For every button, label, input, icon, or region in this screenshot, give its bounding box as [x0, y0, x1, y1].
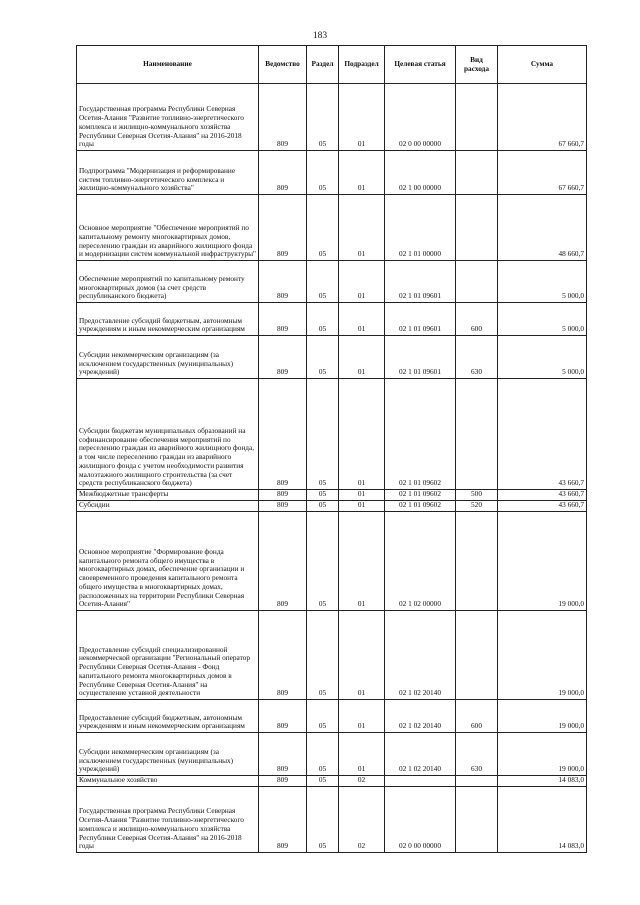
row-expense-type	[456, 151, 498, 195]
row-expense-type	[456, 512, 498, 611]
row-name: Субсидии некоммерческим организациям (за исключением государственных (муниципальных) учреждений)	[77, 733, 259, 776]
row-amount: 43 660,7	[498, 379, 587, 490]
row-department: 809	[259, 611, 307, 700]
row-expense-type	[456, 787, 498, 853]
row-target-article: 02 0 00 00000	[385, 84, 456, 151]
row-section: 05	[307, 303, 339, 336]
row-department: 809	[259, 303, 307, 336]
header-department: Ведомство	[259, 46, 307, 84]
row-target-article: 02 0 00 00000	[385, 787, 456, 853]
row-amount: 19 000,0	[498, 512, 587, 611]
row-section: 05	[307, 700, 339, 733]
row-expense-type: 600	[456, 303, 498, 336]
row-section: 05	[307, 787, 339, 853]
row-name: Предоставление субсидий специализированной некоммерческой организации "Региональный оператор Республики Северная Осетия-Алания - Фонд капитального ремонта многоквартирных домов в Республике Северная Осетия-Алания" на осуществление уставной деятельности	[77, 611, 259, 700]
row-expense-type: 520	[456, 501, 498, 512]
row-amount: 67 660,7	[498, 84, 587, 151]
row-target-article: 02 1 01 09601	[385, 336, 456, 379]
row-target-article: 02 1 01 09602	[385, 379, 456, 490]
row-section: 05	[307, 379, 339, 490]
row-name: Государственная программа Республики Северная Осетия-Алания "Развитие топливно-энергетического комплекса и жилищно-коммунального хозяйства Республики Северная Осетия-Алания" на 2016-2018 годы	[77, 84, 259, 151]
row-name: Субсидии	[77, 501, 259, 512]
row-expense-type	[456, 379, 498, 490]
row-subsection: 01	[339, 733, 385, 776]
table-row	[77, 611, 587, 700]
table-row	[77, 776, 587, 787]
row-expense-type: 500	[456, 490, 498, 501]
row-amount: 19 000,0	[498, 733, 587, 776]
row-section: 05	[307, 733, 339, 776]
row-target-article: 02 1 00 00000	[385, 151, 456, 195]
row-amount: 5 000,0	[498, 336, 587, 379]
row-department: 809	[259, 700, 307, 733]
row-section: 05	[307, 611, 339, 700]
row-department: 809	[259, 512, 307, 611]
row-amount: 19 000,0	[498, 700, 587, 733]
row-subsection: 01	[339, 611, 385, 700]
row-subsection: 01	[339, 490, 385, 501]
row-target-article: 02 1 02 20140	[385, 733, 456, 776]
row-department: 809	[259, 787, 307, 853]
row-subsection: 01	[339, 379, 385, 490]
row-section: 05	[307, 776, 339, 787]
table-row	[77, 379, 587, 490]
row-name: Предоставление субсидий бюджетным, автономным учреждениям и иным некоммерческим организациям	[77, 303, 259, 336]
row-subsection: 01	[339, 84, 385, 151]
table-row	[77, 261, 587, 303]
table-row	[77, 195, 587, 261]
row-subsection: 01	[339, 336, 385, 379]
row-expense-type: 600	[456, 700, 498, 733]
row-subsection: 02	[339, 787, 385, 853]
row-amount: 19 000,0	[498, 611, 587, 700]
row-name: Основное мероприятие "Формирование фонда капитального ремонта общего имущества в многоквартирных домах, обеспечение организации и своевременного проведения капитального ремонта общего имущества в многоквартирных домах, расположенных на территории Республики Северная Осетия-Алания"	[77, 512, 259, 611]
row-section: 05	[307, 512, 339, 611]
row-amount: 14 083,0	[498, 787, 587, 853]
budget-table	[76, 45, 587, 853]
row-section: 05	[307, 261, 339, 303]
row-target-article: 02 1 02 20140	[385, 700, 456, 733]
row-target-article: 02 1 01 00000	[385, 195, 456, 261]
row-subsection: 01	[339, 261, 385, 303]
row-subsection: 01	[339, 303, 385, 336]
row-subsection: 01	[339, 700, 385, 733]
row-department: 809	[259, 490, 307, 501]
row-section: 05	[307, 336, 339, 379]
header-expense-type: Вид расхода	[456, 46, 498, 84]
row-section: 05	[307, 195, 339, 261]
row-department: 809	[259, 336, 307, 379]
row-subsection: 01	[339, 151, 385, 195]
row-department: 809	[259, 733, 307, 776]
row-amount: 67 660,7	[498, 151, 587, 195]
table-row	[77, 84, 587, 151]
table-row	[77, 303, 587, 336]
row-target-article: 02 1 01 09602	[385, 490, 456, 501]
row-target-article: 02 1 01 09601	[385, 261, 456, 303]
header-subsection: Подраздел	[339, 46, 385, 84]
row-subsection: 01	[339, 512, 385, 611]
row-name: Субсидии бюджетам муниципальных образований на софинансирование обеспечения мероприятий по переселению граждан из аварийного жилищного фонда, в том числе переселению граждан из аварийного жилищного фонда с учетом необходимости развития малоэтажного жилищного строительства (за счет средств республиканского бюджета)	[77, 379, 259, 490]
table-row	[77, 512, 587, 611]
row-expense-type	[456, 611, 498, 700]
row-name: Предоставление субсидий бюджетным, автономным учреждениям и иным некоммерческим организациям	[77, 700, 259, 733]
table-row	[77, 787, 587, 853]
row-subsection: 02	[339, 776, 385, 787]
row-target-article	[385, 776, 456, 787]
header-amount: Сумма	[498, 46, 587, 84]
row-name: Межбюджетные трансферты	[77, 490, 259, 501]
row-target-article: 02 1 02 20140	[385, 611, 456, 700]
row-expense-type	[456, 261, 498, 303]
header-name: Наименование	[77, 46, 259, 84]
row-target-article: 02 1 02 00000	[385, 512, 456, 611]
row-name: Основное мероприятие "Обеспечение мероприятий по капитальному ремонту многоквартирных домов, переселению граждан из аварийного жилищного фонда и модернизации систем коммунальной инфраструктуры"	[77, 195, 259, 261]
row-target-article: 02 1 01 09601	[385, 303, 456, 336]
row-target-article: 02 1 01 09602	[385, 501, 456, 512]
row-name: Обеспечение мероприятий по капитальному ремонту многоквартирных домов (за счет средств республиканского бюджета)	[77, 261, 259, 303]
row-section: 05	[307, 84, 339, 151]
row-amount: 5 000,0	[498, 303, 587, 336]
row-department: 809	[259, 261, 307, 303]
table-row	[77, 733, 587, 776]
row-amount: 14 083,0	[498, 776, 587, 787]
table-row	[77, 700, 587, 733]
header-target-article: Целевая статья	[385, 46, 456, 84]
row-name: Подпрограмма "Модернизация и реформирование систем топливно-энергетического комплекса и жилищно-коммунального хозяйства"	[77, 151, 259, 195]
header-section: Раздел	[307, 46, 339, 84]
row-department: 809	[259, 379, 307, 490]
row-department: 809	[259, 776, 307, 787]
row-subsection: 01	[339, 501, 385, 512]
row-amount: 43 660,7	[498, 501, 587, 512]
row-expense-type	[456, 776, 498, 787]
row-amount: 5 000,0	[498, 261, 587, 303]
row-amount: 43 660,7	[498, 490, 587, 501]
header-row	[77, 46, 587, 84]
row-department: 809	[259, 195, 307, 261]
row-section: 05	[307, 501, 339, 512]
table-row	[77, 151, 587, 195]
row-department: 809	[259, 501, 307, 512]
row-section: 05	[307, 490, 339, 501]
table-row	[77, 501, 587, 512]
row-section: 05	[307, 151, 339, 195]
page-number: 183	[312, 31, 328, 41]
row-expense-type	[456, 84, 498, 151]
row-expense-type: 630	[456, 336, 498, 379]
table-row	[77, 336, 587, 379]
row-expense-type	[456, 195, 498, 261]
row-name: Государственная программа Республики Северная Осетия-Алания "Развитие топливно-энергетического комплекса и жилищно-коммунального хозяйства Республики Северная Осетия-Алания" на 2016-2018 годы	[77, 787, 259, 853]
table-row	[77, 490, 587, 501]
row-amount: 48 660,7	[498, 195, 587, 261]
row-name: Субсидии некоммерческим организациям (за исключением государственных (муниципальных) учреждений)	[77, 336, 259, 379]
row-subsection: 01	[339, 195, 385, 261]
row-department: 809	[259, 84, 307, 151]
row-expense-type: 630	[456, 733, 498, 776]
row-department: 809	[259, 151, 307, 195]
row-name: Коммунальное хозяйство	[77, 776, 259, 787]
